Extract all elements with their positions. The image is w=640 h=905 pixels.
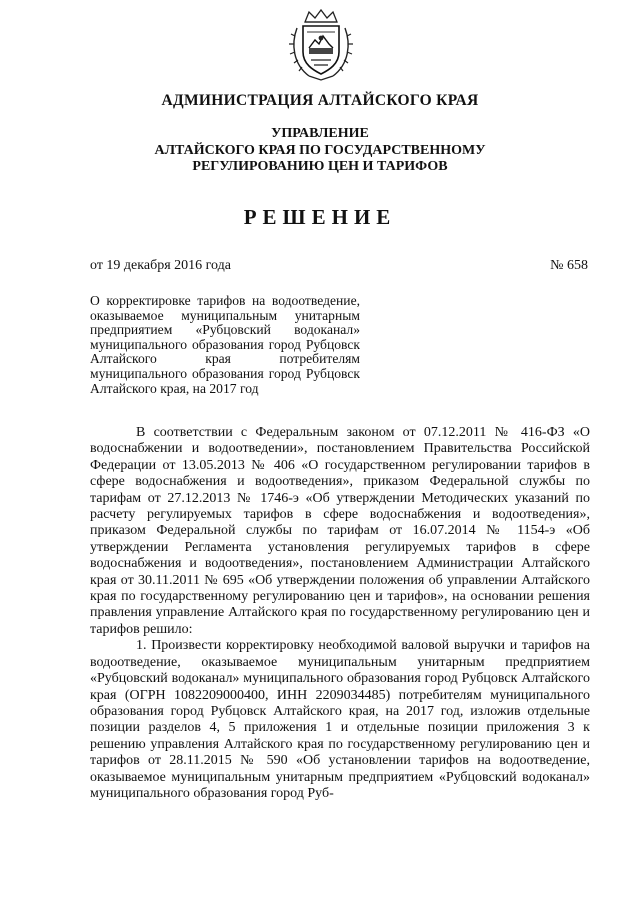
department-title [0, 126, 640, 176]
body-paragraph-1: В соответствии с Федеральным законом от 07.12.2011 № 416-ФЗ «О водоснабжении и водоотведении», постановлением Правительства Российской Федерации от 13.05.2013 № 406 «О государственном регулировании тарифов в сфере водоснабжения и водоотведения», приказом Федеральной службы по тарифам от 27.12.2013 № 1746-э «Об утверждении Методических указаний по расчету регулируемых тарифов в сфере водоснабжения и водоотведения», приказом Федеральной службы по тарифам от 16.07.2014 № 1154-э «Об утверждении Регламента установления регулируемых тарифов в сфере водоснабжения и водоотведения», постановлением Администрации Алтайского края от 30.11.2011 № 695 «Об утверждении положения об управлении Алтайского края по государственному регулированию цен и тарифов», на основании решения правления управление Алтайского края по государственному регулированию цен и тарифов решило: [90, 425, 590, 637]
department-line-1: УПРАВЛЕНИЕ [271, 126, 369, 141]
altai-krai-coat-of-arms-icon [287, 8, 355, 82]
document-type-title: РЕШЕНИЕ [243, 205, 397, 229]
administration-title: АДМИНИСТРАЦИЯ АЛТАЙСКОГО КРАЯ [161, 92, 479, 109]
department-line-3: РЕГУЛИРОВАНИЮ ЦЕН И ТАРИФОВ [192, 159, 448, 174]
document-subject: О корректировке тарифов на водоотведение, оказываемое муниципальным унитарным предприятием «Рубцовский водоканал» муниципального образования город Рубцовск Алтайского края потребителям муниципального образования город Рубцовск Алтайского края, на 2017 год [90, 293, 360, 396]
document-date: от 19 декабря 2016 года [90, 258, 231, 273]
body-paragraph-2: 1. Произвести корректировку необходимой валовой выручки и тарифов на водоотведение, оказываемое муниципальным унитарным предприятием «Рубцовский водоканал» муниципального образования город Рубцовск Алтайского края (ОГРН 1082209000400, ИНН 2209034485) потребителям муниципального образования город Рубцовск Алтайского края, на 2017 год, изложив отдельные позиции разделов 4, 5 приложения 1 и отдельные позиции приложения 3 к решению управления Алтайского края по государственному регулированию цен и тарифов от 28.11.2015 № 590 «Об установлении тарифов на водоотведение, оказываемое муниципальным унитарным предприятием «Рубцовский водоканал» муниципального образования город Руб- [90, 638, 590, 801]
department-line-2: АЛТАЙСКОГО КРАЯ ПО ГОСУДАРСТВЕННОМУ [154, 142, 486, 158]
document-body [90, 425, 590, 802]
document-number: № 658 [550, 258, 588, 273]
